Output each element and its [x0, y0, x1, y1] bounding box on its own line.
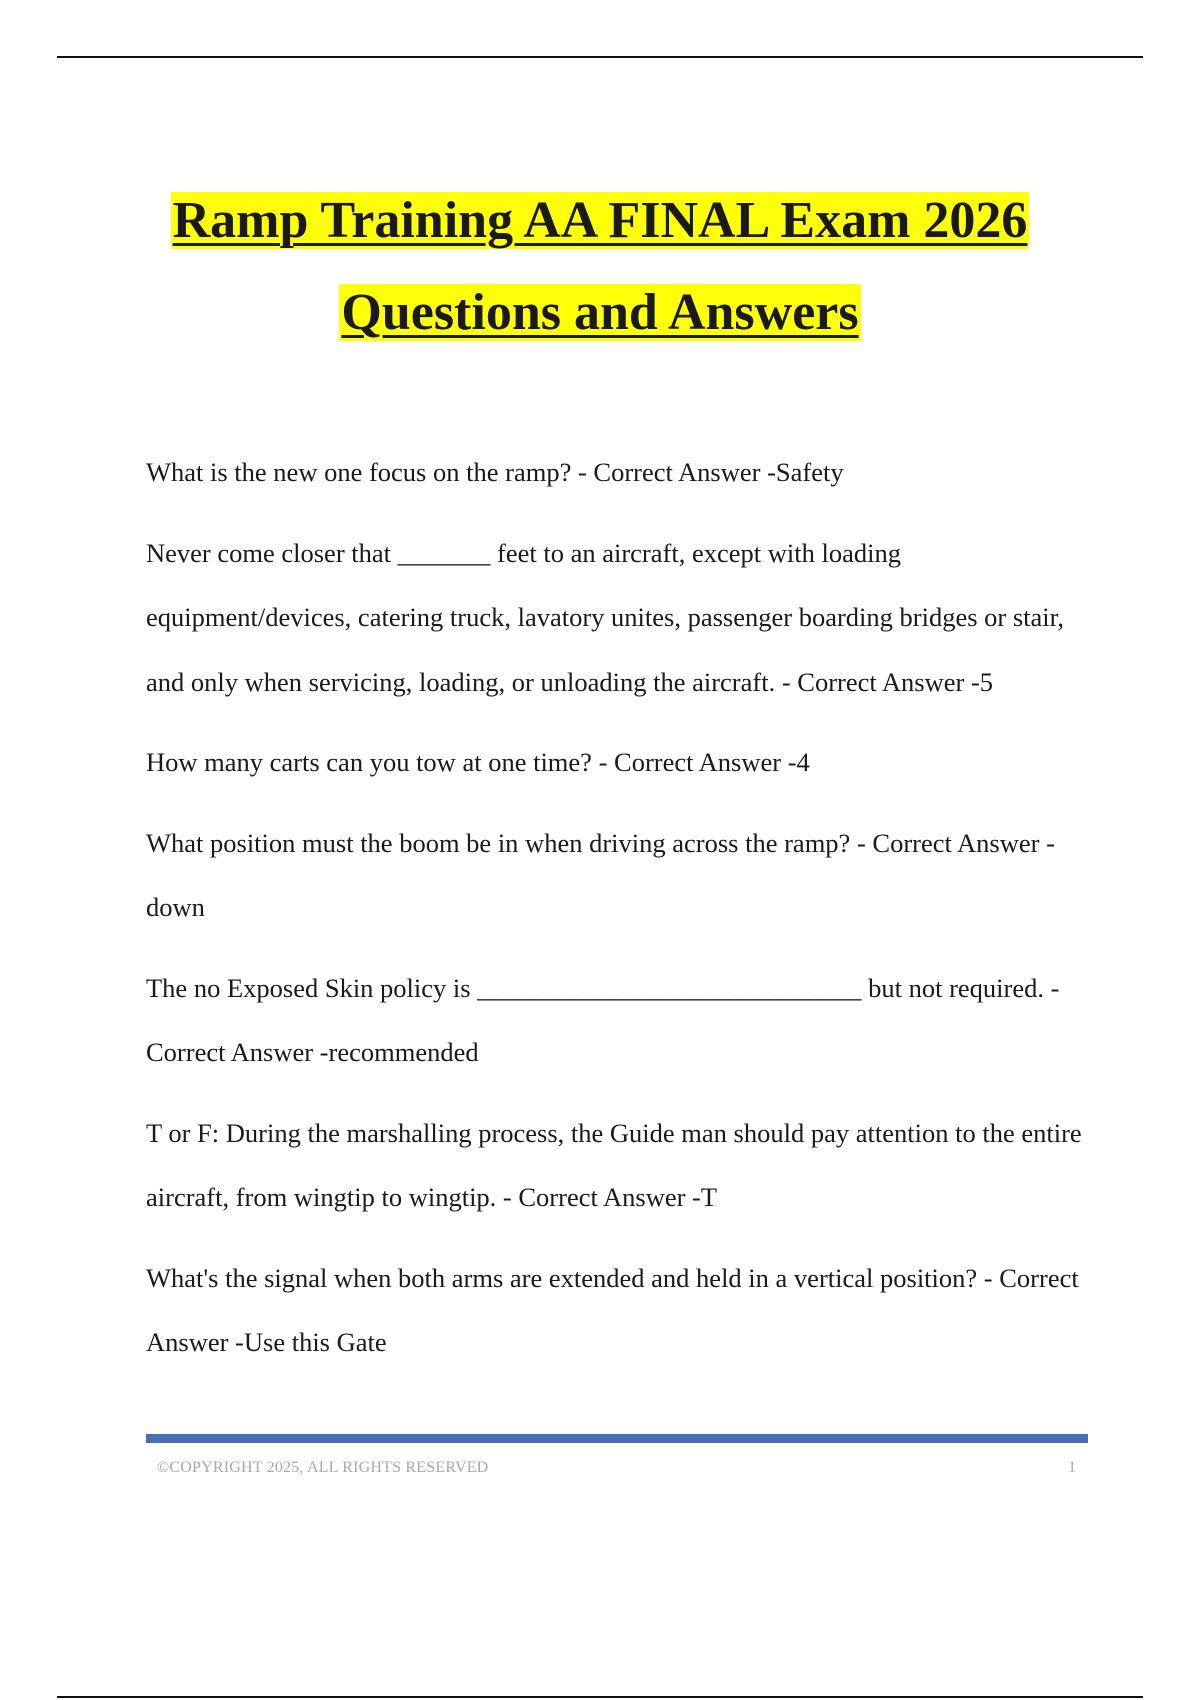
qa-item-1: What is the new one focus on the ramp? - Correct Answer -Safety — [146, 457, 844, 487]
footer-copyright: ©COPYRIGHT 2025, ALL RIGHTS RESERVED — [157, 1459, 489, 1476]
qa-item-7: What's the signal when both arms are extended and held in a vertical position? - Correct Answer -Use this Gate — [146, 1262, 1079, 1357]
qa-item-6: T or F: During the marshalling process, the Guide man should pay attention to the entire aircraft, from wingtip to wingtip. - Correct Answer -T — [146, 1117, 1082, 1212]
qa-item-3: How many carts can you tow at one time? - Correct Answer -4 — [146, 747, 810, 777]
page-title — [0, 175, 1200, 359]
qa-item-2: Never come closer that _______ feet to an aircraft, except with loading equipment/devices, catering truck, lavatory unites, passenger boarding bridges or stair, and only when servicing, loading, or unloading the aircraft. - Correct Answer -5 — [146, 537, 1065, 697]
title-line-1-text: Ramp Training AA FINAL Exam 2026 — [172, 192, 1028, 249]
title-line-1 — [0, 175, 1200, 267]
title-line-2 — [0, 267, 1200, 359]
qa-item-5: The no Exposed Skin policy is _____________________________ but not required. - Correct Answer -recommended — [146, 972, 1060, 1067]
qa-list — [146, 440, 1096, 1391]
page-number: 1 — [1068, 1459, 1076, 1476]
top-rule — [57, 56, 1143, 58]
title-line-2-text: Questions and Answers — [341, 284, 859, 341]
qa-item-4: What position must the boom be in when driving across the ramp? - Correct Answer -down — [146, 827, 1055, 922]
bottom-rule — [57, 1696, 1143, 1698]
footer-divider — [146, 1434, 1088, 1443]
